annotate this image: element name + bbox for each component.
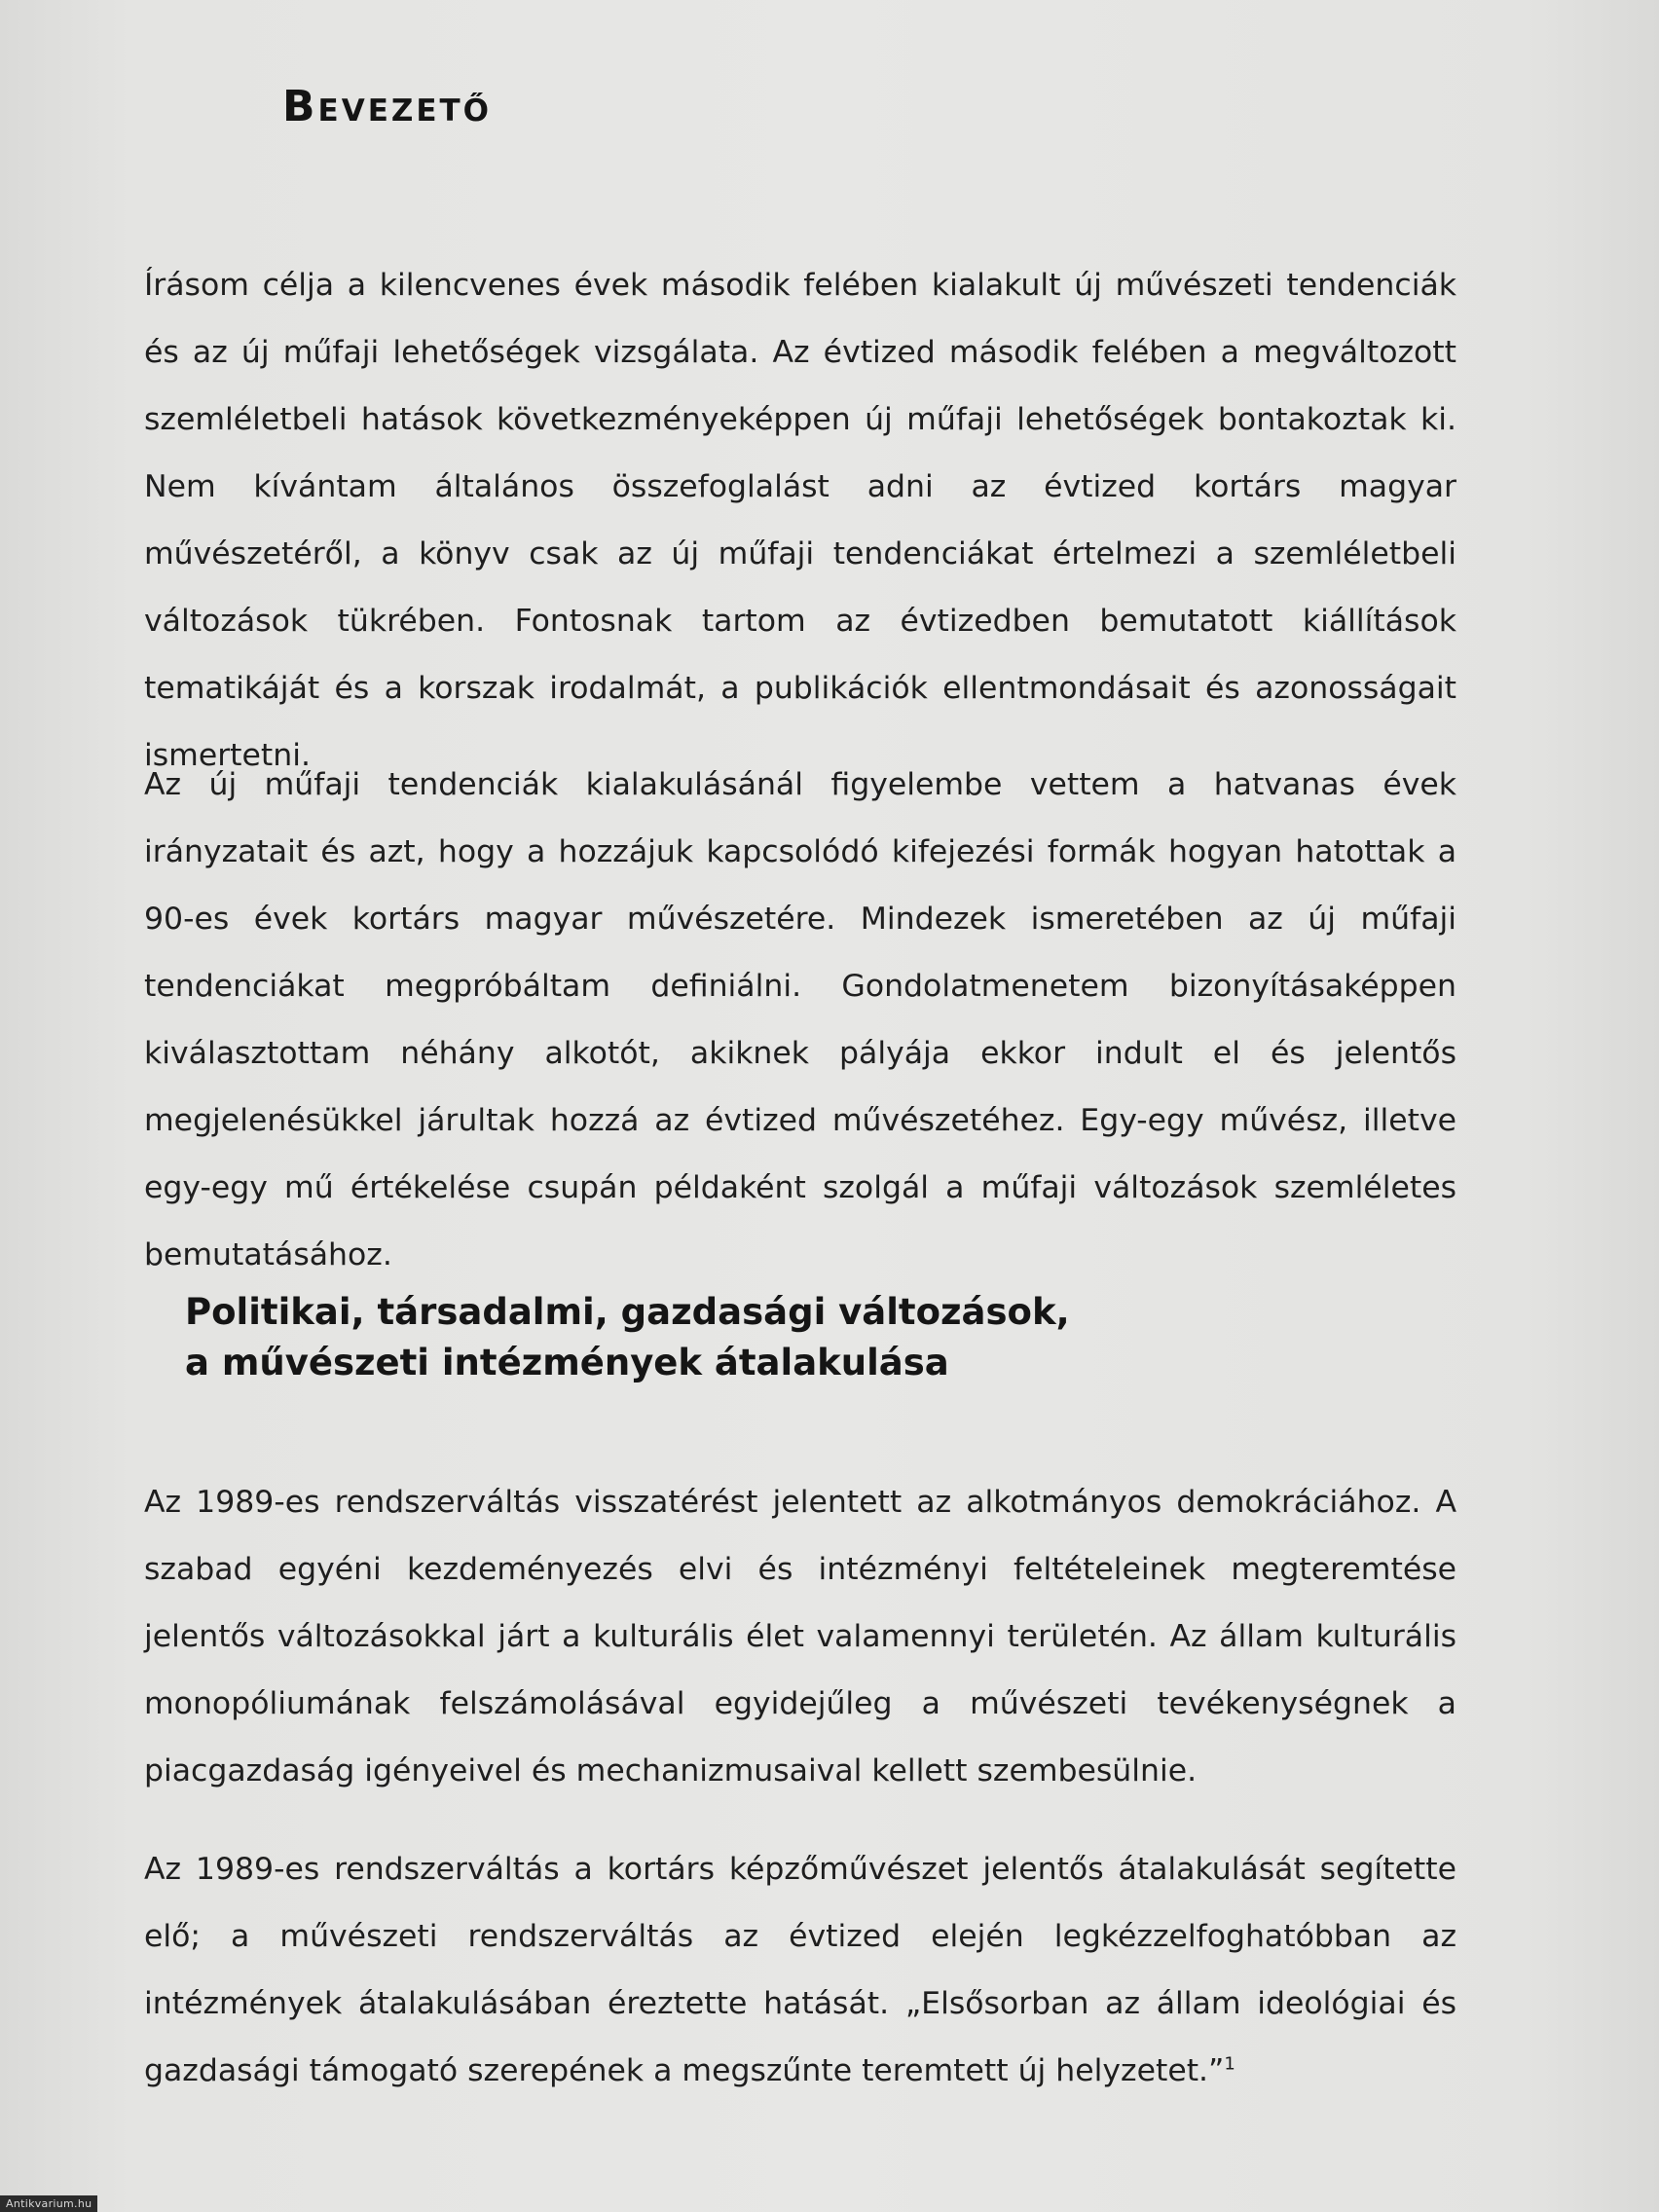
intro-paragraph-2: Az új műfaji tendenciák kialakulásánál figyelembe vettem a hatvanas évek irányzatait és azt, hogy a hozzájuk kapcsolódó kifejezési formák hogyan hatottak a 90-es évek kortárs magyar művészetére. Mindezek ismeretében az új műfaji tendenciákat megpróbáltam definiálni. Gondolatmenetem bizonyításaképpen kiválasztottam néhány alkotót, akiknek pályája ekkor indult el és jelentős megjelenésükkel járultak hozzá az évtized művészetéhez. Egy-egy művész, illetve egy-egy mű értékelése csupán példaként szolgál a műfaji változások szemléletes bemutatásához. — [144, 767, 1456, 1272]
chapter-title: Bevezető — [282, 82, 493, 131]
section-paragraph-1: Az 1989-es rendszerváltás visszatérést jelentett az alkotmányos demokráciához. A szabad egyéni kezdeményezés elvi és intézményi feltételeinek megteremtése jelentős változásokkal járt a kulturális élet valamennyi területén. Az állam kulturális monopóliumának felszámolásával egyidejűleg a művészeti tevékenységnek a piacgazdaság igényeivel és mechanizmusaival kellett szembesülnie. — [144, 1485, 1456, 1788]
watermark-label: Antikvarium.hu — [0, 2195, 97, 2212]
intro-paragraph-1: Írásom célja a kilencvenes évek második felében kialakult új művészeti tendenciák és az új műfaji lehetőségek vizsgálata. Az évtized második felében a megváltozott szemléletbeli hatások következményeképpen új műfaji lehetőségek bontakoztak ki. Nem kívántam általános összefoglalást adni az évtized kortárs magyar művészetéről, a könyv csak az új műfaji tendenciákat értelmezi a szemléletbeli változások tükrében. Fontosnak tartom az évtizedben bemutatott kiállítások tematikáját és a korszak irodalmát, a publikációk ellentmondásait és azonosságait ismertetni. — [144, 268, 1456, 773]
section-heading-line-2: a művészeti intézmények átalakulása — [185, 1342, 949, 1383]
section-paragraph-2-text: Az 1989-es rendszerváltás a kortárs képzőművészet jelentős átalakulását segítette elő; a művészeti rendszerváltás az évtized elején legkézzelfoghatóbban az intézmények átalakulásában éreztette hatását. „Elsősorban az állam ideológiai és gazdasági támogató szerepének a megszűnte teremtett új helyzetet.” — [144, 1852, 1456, 2088]
section-paragraph-2 — [144, 1836, 1456, 2105]
section-heading-line-1: Politikai, társadalmi, gazdasági változások, — [185, 1291, 1070, 1333]
footnote-marker[interactable]: 1 — [1224, 2053, 1235, 2075]
section-heading — [185, 1287, 1402, 1388]
